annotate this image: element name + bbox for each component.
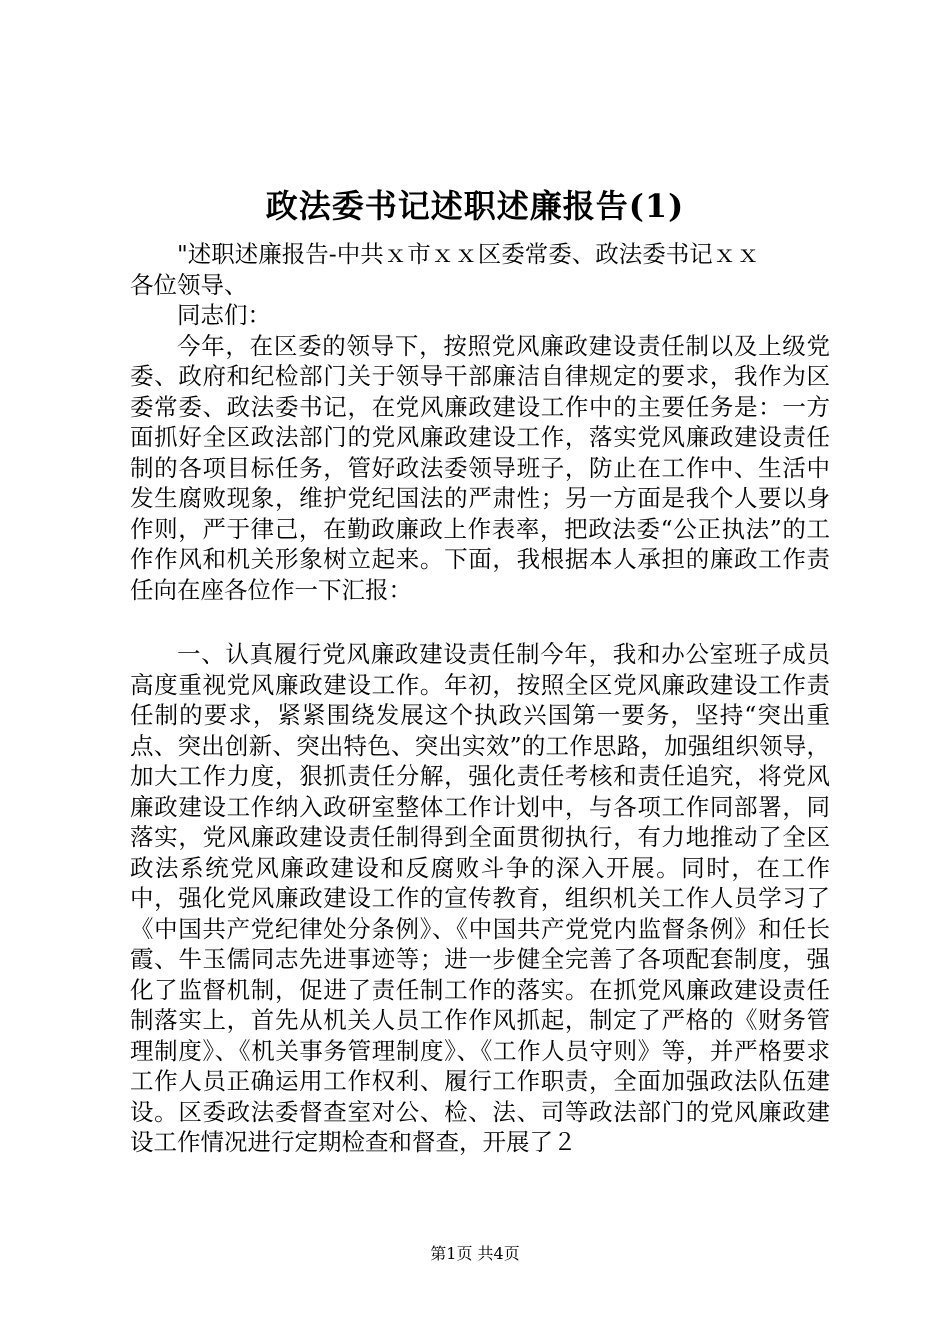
opening-line: "述职述廉报告-中共ｘ市ｘｘ区委常委、政法委书记ｘｘ — [177, 240, 760, 268]
document-title: 政法委书记述职述廉报告(1) — [265, 187, 685, 225]
document-body — [130, 239, 830, 1158]
salutation-comrades: 同志们： — [177, 301, 271, 329]
salutation-leaders: 各位领导、 — [130, 270, 248, 299]
paragraph-intro: 今年，在区委的领导下，按照党风廉政建设责任制以及上级党委、政府和纪检部门关于领导干部廉洁自律规定的要求，我作为区委常委、政法委书记，在党风廉政建设工作中的主要任务是：一方面抓好全区政法部门的党风廉政建设工作，落实党风廉政建设责任制的各项目标任务，管好政法委领导班子，防止在工作中、生活中发生腐败现象，维护党纪国法的严肃性；另一方面是我个人要以身作则，严于律己，在勤政廉政上作表率，把政法委“公正执法”的工作作风和机关形象树立起来。下面，我根据本人承担的廉政工作责任向在座各位作一下汇报： — [130, 331, 830, 604]
paragraph-section-one: 一、认真履行党风廉政建设责任制今年，我和办公室班子成员高度重视党风廉政建设工作。年初，按照全区党风廉政建设工作责任制的要求，紧紧围绕发展这个执政兴国第一要务，坚持“突出重点、突出创新、突出特色、突出实效”的工作思路，加强组织领导，加大工作力度，狠抓责任分解，强化责任考核和责任追究，将党风廉政建设工作纳入政研室整体工作计划中，与各项工作同部署，同落实，党风廉政建设责任制得到全面贯彻执行，有力地推动了全区政法系统党风廉政建设和反腐败斗争的深入开展。同时，在工作中，强化党风廉政建设工作的宣传教育，组织机关工作人员学习了《中国共产党纪律处分条例》、《中国共产党党内监督条例》和任长霞、牛玉儒同志先进事迹等；进一步健全完善了各项配套制度，强化了监督机制，促进了责任制工作的落实。在抓党风廉政建设责任制落实上，首先从机关人员工作作风抓起，制定了严格的《财务管理制度》、《机关事务管理制度》、《工作人员守则》等，并严格要求工作人员正确运用工作权利、履行工作职责，全面加强政法队伍建设。区委政法委督查室对公、检、法、司等政法部门的党风廉政建设工作情况进行定期检查和督查，开展了２ — [130, 640, 830, 1156]
page-number-footer: 第1页 共4页 — [430, 1244, 520, 1263]
paragraph-gap — [130, 605, 830, 639]
